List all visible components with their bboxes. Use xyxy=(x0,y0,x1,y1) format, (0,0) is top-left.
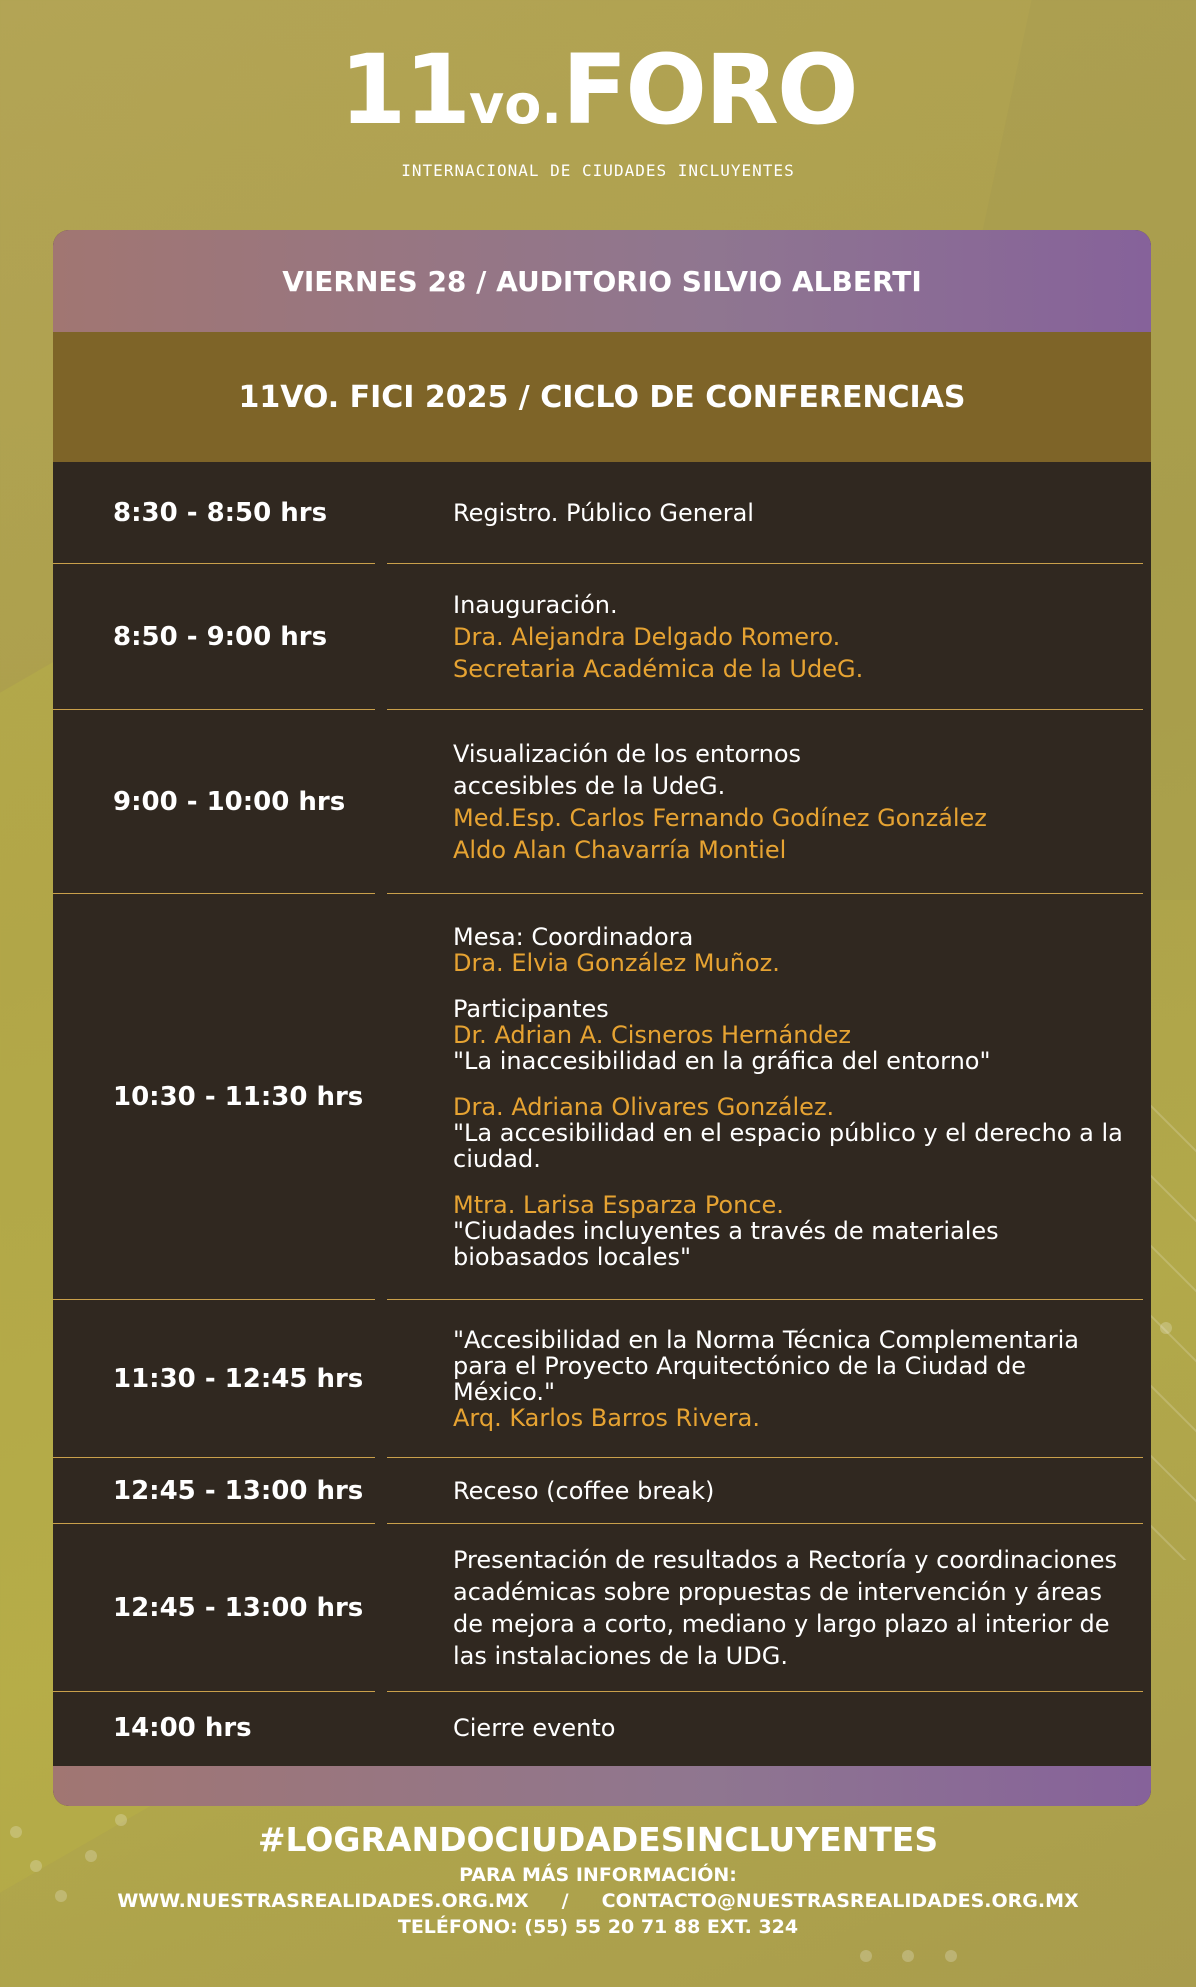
session-text: "Accesibilidad en la Norma Técnica Complementaria para el Proyecto Arquitectónico de la Ciudad de México." xyxy=(453,1326,1079,1406)
schedule-content xyxy=(429,589,1151,685)
speaker-name: Arq. Karlos Barros Rivera. xyxy=(453,1404,761,1432)
session-text: "La accesibilidad en el espacio público y el derecho a la ciudad. xyxy=(453,1119,1123,1173)
schedule-row xyxy=(53,1524,1151,1692)
schedule-card xyxy=(53,230,1151,1806)
decor-dot xyxy=(1160,1322,1172,1334)
session-text: Visualización de los entornos xyxy=(453,740,802,768)
schedule-time: 12:45 - 13:00 hrs xyxy=(113,1593,364,1623)
speaker-name: Med.Esp. Carlos Fernando Godínez González xyxy=(453,804,987,832)
schedule-time: 14:00 hrs xyxy=(113,1713,252,1743)
session-text: Mesa: Coordinadora xyxy=(453,923,694,951)
speaker-name: Secretaria Académica de la UdeG. xyxy=(453,655,864,683)
hashtag: #LOGRANDOCIUDADESINCLUYENTES xyxy=(257,1820,939,1859)
spacer xyxy=(453,976,1123,996)
decor-dot xyxy=(860,1950,872,1962)
schedule-time: 9:00 - 10:00 hrs xyxy=(113,787,346,817)
session-text: Presentación de resultados a Rectoría y coordinaciones académicas sobre propuestas de intervención y áreas de mejora a corto, mediano y largo plazo al interior de las instalaciones de la UDG. xyxy=(453,1546,1117,1670)
schedule-time: 8:30 - 8:50 hrs xyxy=(113,498,328,528)
session-text: Inauguración. xyxy=(453,591,618,619)
session-text: "La inaccesibilidad en la gráfica del entorno" xyxy=(453,1047,991,1075)
schedule-row xyxy=(53,710,1151,894)
schedule-time: 8:50 - 9:00 hrs xyxy=(113,622,328,652)
schedule-content xyxy=(429,1712,1151,1744)
schedule-time: 12:45 - 13:00 hrs xyxy=(113,1476,364,1506)
schedule-content xyxy=(429,738,1151,866)
decor-dot xyxy=(902,1950,914,1962)
speaker-name: Dra. Elvia González Muñoz. xyxy=(453,949,780,977)
speaker-name: Dra. Alejandra Delgado Romero. xyxy=(453,623,841,651)
logo-word: FORO xyxy=(561,34,857,146)
schedule-time: 11:30 - 12:45 hrs xyxy=(113,1364,364,1394)
session-text: accesibles de la UdeG. xyxy=(453,772,726,800)
spacer xyxy=(453,1172,1123,1192)
decor-dot xyxy=(945,1950,957,1962)
schedule-row xyxy=(53,462,1151,564)
session-text: Registro. Público General xyxy=(453,499,754,527)
program-title: 11VO. FICI 2025 / CICLO DE CONFERENCIAS xyxy=(53,332,1151,462)
logo-suffix: vo. xyxy=(469,73,562,136)
schedule-row xyxy=(53,564,1151,710)
session-text: Cierre evento xyxy=(453,1714,616,1742)
schedule-list xyxy=(53,462,1151,1764)
card-bottom-band xyxy=(53,1766,1151,1806)
speaker-name: Dra. Adriana Olivares González. xyxy=(453,1093,835,1121)
schedule-content xyxy=(429,497,1151,529)
session-text: Participantes xyxy=(453,995,609,1023)
logo-number: 11 xyxy=(339,34,470,146)
session-text: "Ciudades incluyentes a través de materiales biobasados locales" xyxy=(453,1217,999,1271)
schedule-time: 10:30 - 11:30 hrs xyxy=(113,1082,364,1112)
schedule-row xyxy=(53,1300,1151,1458)
schedule-content xyxy=(429,924,1151,1270)
session-text: Receso (coffee break) xyxy=(453,1477,715,1505)
schedule-content xyxy=(429,1475,1151,1507)
phone-line: TELÉFONO: (55) 55 20 71 88 EXT. 324 xyxy=(397,1916,799,1938)
logo-subtitle: INTERNACIONAL DE CIUDADES INCLUYENTES xyxy=(401,161,795,180)
footer xyxy=(0,1818,1196,1940)
schedule-content xyxy=(429,1327,1151,1431)
contact-line: WWW.NUESTRASREALIDADES.ORG.MX / CONTACTO@NUESTRASREALIDADES.ORG.MX xyxy=(117,1890,1079,1912)
schedule-row xyxy=(53,1692,1151,1764)
day-venue-header: VIERNES 28 / AUDITORIO SILVIO ALBERTI xyxy=(53,230,1151,332)
spacer xyxy=(453,1074,1123,1094)
event-logo xyxy=(0,34,1196,180)
schedule-content xyxy=(429,1544,1151,1672)
schedule-row xyxy=(53,894,1151,1300)
info-label: PARA MÁS INFORMACIÓN: xyxy=(459,1864,737,1886)
logo-title xyxy=(0,34,1196,155)
speaker-name: Aldo Alan Chavarría Montiel xyxy=(453,836,787,864)
speaker-name: Dr. Adrian A. Cisneros Hernández xyxy=(453,1021,852,1049)
schedule-row xyxy=(53,1458,1151,1524)
speaker-name: Mtra. Larisa Esparza Ponce. xyxy=(453,1191,784,1219)
